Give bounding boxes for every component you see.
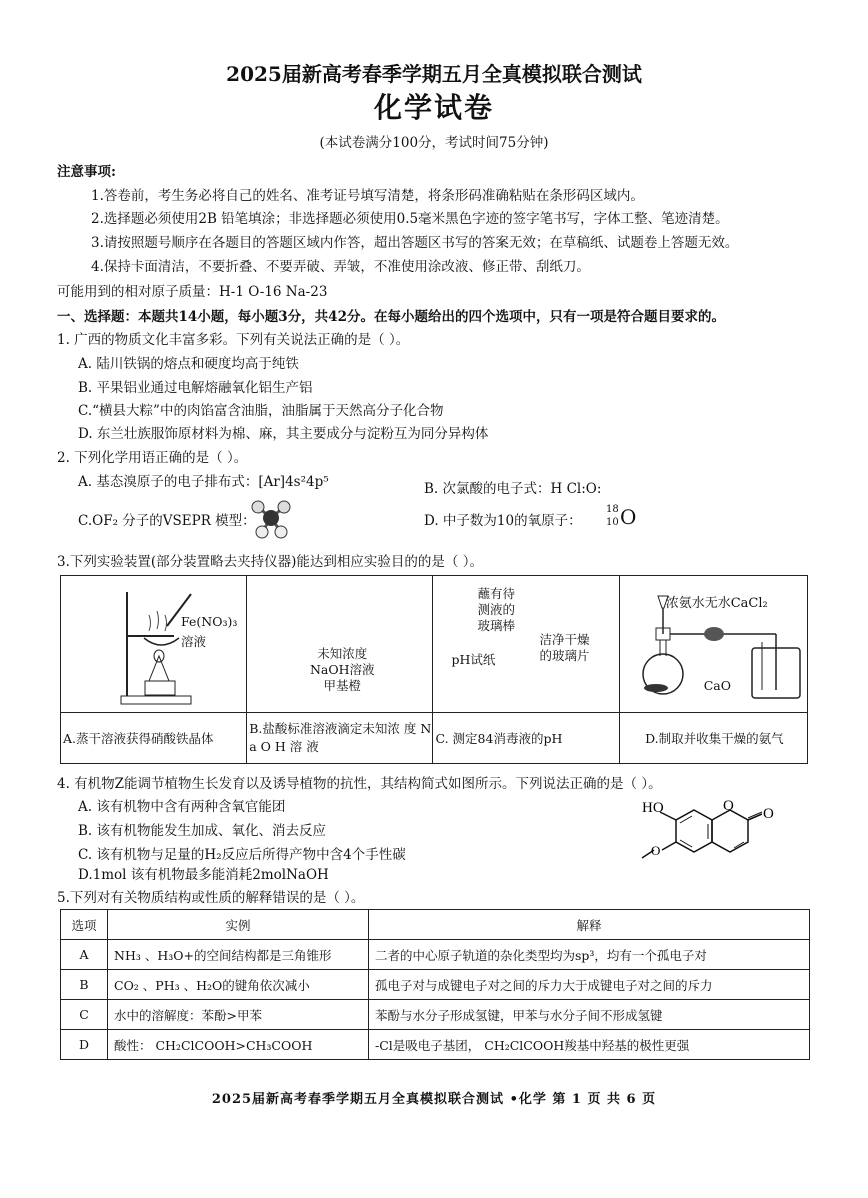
table-row [61, 1030, 810, 1060]
q5-row-b-explanation: 孤电子对与成键电子对之间的斥力大于成键电子对之间的斥力 [369, 970, 810, 1000]
q3-caption-c: C. 测定84消毒液的pH [433, 713, 619, 764]
q5-table [60, 909, 810, 1060]
q5-stem: 5.下列对有关物质结构或性质的解释错误的是（ ）。 [57, 890, 365, 906]
q3-figure-c [433, 576, 619, 713]
structure-o-ring-label: O [723, 798, 734, 814]
note-item: 3.请按照题号顺序在各题目的答题区域内作答，超出答题区书写的答案无效；在草稿纸、试题卷上答题无效。 [91, 235, 739, 251]
fig-c-rod-label: 蘸有待 测液的 玻璃棒 [477, 586, 515, 633]
q3-apparatus-table [60, 575, 808, 764]
notes-heading: 注意事项: [57, 164, 116, 180]
q4-option-a: A. 该有机物中含有两种含氧官能团 [78, 799, 286, 815]
q5-row-d-example: 酸性： CH₂ClCOOH>CH₃COOH [108, 1030, 369, 1060]
q5-header-option: 选项 [61, 910, 108, 940]
q5-row-c-option: C [61, 1000, 108, 1030]
structure-o-carbonyl-label: O [763, 806, 774, 822]
q5-header-example: 实例 [108, 910, 369, 940]
table-row [61, 1000, 810, 1030]
q5-row-b-option: B [61, 970, 108, 1000]
subject-title: 化学试卷 [373, 91, 494, 124]
section-heading: 一、选择题：本题共14小题，每小题3分，共42分。在每小题给出的四个选项中，只有一项是符合题目要求的。 [57, 309, 725, 325]
q4-option-d: D.1mol 该有机物最多能消耗2molNaOH [78, 867, 329, 883]
q1-stem: 1. 广西的物质文化丰富多彩。下列有关说法正确的是（ ）。 [57, 332, 410, 348]
fig-c-glass-label: 洁净干燥 的玻璃片 [539, 632, 590, 663]
note-item: 1.答卷前，考生务必将自己的姓名、准考证号填写清楚，将条形码准确粘贴在条形码区域内。 [91, 188, 644, 204]
q2-element-symbol: O [620, 505, 637, 529]
page-footer: 2025届新高考春季学期五月全真模拟联合测试 •化学 第 1 页 共 6 页 [211, 1092, 657, 1107]
q3-caption-d: D.制取并收集干燥的氨气 [619, 713, 807, 764]
q2-option-a: A. 基态溴原子的电子排布式：[Ar]4s²4p⁵ [78, 474, 329, 490]
q3-figure-b [247, 576, 433, 713]
structure-methoxy-o: O [651, 843, 661, 858]
q3-caption-a: A.蒸干溶液获得硝酸铁晶体 [61, 713, 247, 764]
q5-row-d-option: D [61, 1030, 108, 1060]
q4-option-b: B. 该有机物能发生加成、氧化、消去反应 [78, 823, 327, 839]
q5-row-a-explanation: 二者的中心原子轨道的杂化类型均为sp³，均有一个孤电子对 [369, 940, 810, 970]
q2-stem: 2. 下列化学用语正确的是（ ）。 [57, 450, 248, 466]
q2-option-b: B. 次氯酸的电子式：H Cl:O: [424, 481, 602, 497]
q4-option-c: C. 该有机物与足量的H₂反应后所得产物中含4个手性碳 [78, 847, 406, 863]
q1-option-b: B. 平果铝业通过电解熔融氧化铝生产铝 [78, 380, 313, 396]
q2-mass-number: 18 [606, 504, 619, 515]
q5-header-explanation: 解释 [369, 910, 810, 940]
q2-option-c: C.OF₂ 分子的VSEPR 模型： [78, 513, 256, 529]
q3-figure-a [61, 576, 247, 713]
note-item: 2.选择题必须使用2B 铅笔填涂；非选择题必须使用0.5毫米黑色字迹的签字笔书写，字体工整、笔迹清楚。 [91, 211, 729, 227]
fig-a-label: Fe(NO₃)₃ 溶液 [181, 614, 238, 649]
fig-b-label: 未知浓度 NaOH溶液 甲基橙 [309, 646, 375, 693]
q5-row-c-explanation: 苯酚与水分子形成氢键，甲苯与水分子间不形成氢键 [369, 1000, 810, 1030]
q5-row-b-example: CO₂ 、PH₃ 、H₂O的键角依次减小 [108, 970, 369, 1000]
table-row [61, 970, 810, 1000]
fig-c-paper-label: pH试纸 [451, 652, 496, 667]
q1-option-d: D. 东兰壮族服饰原材料为棉、麻，其主要成分与淀粉互为同分异构体 [78, 426, 489, 442]
fig-d-bottom-label: CaO [703, 678, 731, 693]
q5-row-c-example: 水中的溶解度：苯酚>甲苯 [108, 1000, 369, 1030]
atomic-mass: 可能用到的相对原子质量：H-1 O-16 Na-23 [57, 284, 328, 300]
coumarin-structure-image [636, 796, 786, 870]
q1-option-a: A. 陆川铁锅的熔点和硬度均高于纯铁 [78, 356, 299, 372]
exam-title: 2025届新高考春季学期五月全真模拟联合测试 [226, 62, 642, 86]
q5-row-a-option: A [61, 940, 108, 970]
q3-stem: 3.下列实验装置(部分装置略去夹持仪器)能达到相应实验目的的是（ ）。 [57, 554, 483, 570]
q3-caption-b: B.盐酸标准溶液滴定未知浓 度 N a O H 溶 液 [247, 713, 433, 764]
fig-d-top-label: 浓氨水无水CaCl₂ [665, 596, 768, 611]
q2-atomic-number: 10 [606, 517, 619, 528]
q5-row-d-explanation: -Cl是吸电子基团， CH₂ClCOOH羧基中羟基的极性更强 [369, 1030, 810, 1060]
q2-option-d: D. 中子数为10的氧原子： [424, 513, 582, 529]
q5-row-a-example: NH₃ 、H₃O+的空间结构都是三角锥形 [108, 940, 369, 970]
note-item: 4.保持卡面清洁，不要折叠、不要弄破、弄皱，不准使用涂改液、修正带、刮纸刀。 [91, 259, 590, 275]
q4-stem: 4. 有机物Z能调节植物生长发育以及诱导植物的抗性，其结构简式如图所示。下列说法正确的是（ ）。 [57, 776, 662, 792]
table-row [61, 940, 810, 970]
vsepr-model-image [248, 498, 294, 540]
q1-option-c: C.“横县大粽”中的肉馅富含油脂，油脂属于天然高分子化合物 [78, 403, 444, 419]
exam-subtitle: (本试卷满分100分，考试时间75分钟) [319, 135, 549, 151]
q3-figure-d [619, 576, 807, 713]
structure-ho-label: HO [642, 800, 664, 816]
